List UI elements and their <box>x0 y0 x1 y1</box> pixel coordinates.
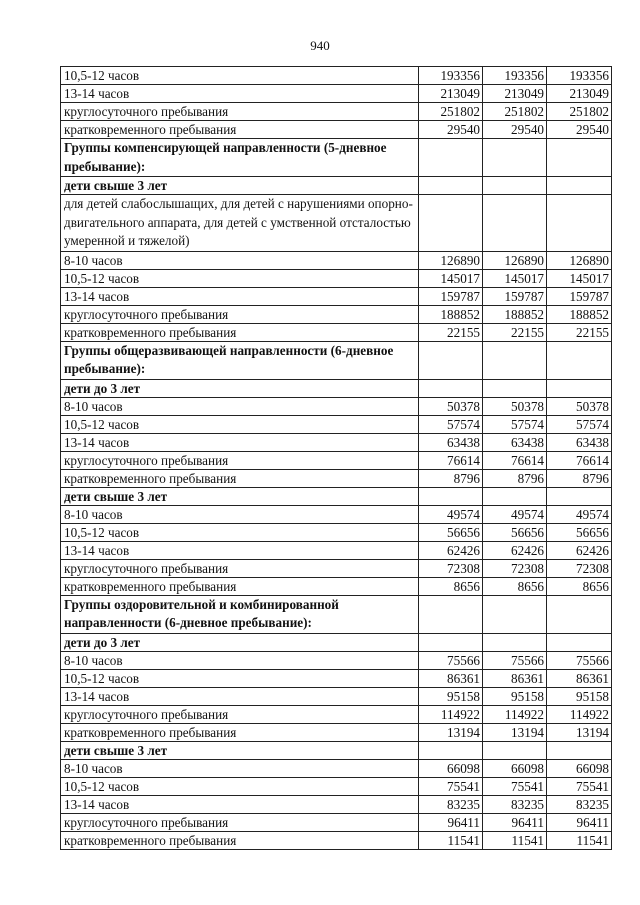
table-heading-row <box>61 595 612 633</box>
value-cell-2 <box>483 595 547 633</box>
row-label: дети до 3 лет <box>61 379 419 397</box>
value-cell-3: 126890 <box>547 251 612 269</box>
row-label: 13-14 часов <box>61 687 419 705</box>
row-label: 10,5-12 часов <box>61 523 419 541</box>
value-cell-2: 75566 <box>483 651 547 669</box>
value-cell-2: 29540 <box>483 121 547 139</box>
row-label: кратковременного пребывания <box>61 831 419 849</box>
row-label: круглосуточного пребывания <box>61 813 419 831</box>
value-cell-3 <box>547 139 612 177</box>
value-cell-2: 145017 <box>483 269 547 287</box>
table-row <box>61 723 612 741</box>
row-label: кратковременного пребывания <box>61 323 419 341</box>
row-label: дети свыше 3 лет <box>61 487 419 505</box>
row-label: 8-10 часов <box>61 505 419 523</box>
table-heading-row <box>61 487 612 505</box>
value-cell-2: 13194 <box>483 723 547 741</box>
value-cell-2: 126890 <box>483 251 547 269</box>
row-label: 13-14 часов <box>61 795 419 813</box>
row-label: Группы оздоровительной и комбинированной направленности (6-дневное пребывание): <box>61 595 419 633</box>
value-cell-3: 11541 <box>547 831 612 849</box>
row-label: 13-14 часов <box>61 541 419 559</box>
table-row <box>61 469 612 487</box>
row-label: 10,5-12 часов <box>61 269 419 287</box>
value-cell-3 <box>547 595 612 633</box>
value-cell-2: 62426 <box>483 541 547 559</box>
table-row <box>61 251 612 269</box>
value-cell-1 <box>419 487 483 505</box>
value-cell-2: 251802 <box>483 103 547 121</box>
value-cell-1: 72308 <box>419 559 483 577</box>
row-label: 13-14 часов <box>61 85 419 103</box>
value-cell-1: 75541 <box>419 777 483 795</box>
row-label: дети свыше 3 лет <box>61 177 419 195</box>
value-cell-1: 95158 <box>419 687 483 705</box>
value-cell-2: 193356 <box>483 67 547 85</box>
value-cell-1 <box>419 379 483 397</box>
value-cell-3: 29540 <box>547 121 612 139</box>
row-label: дети свыше 3 лет <box>61 741 419 759</box>
value-cell-1: 86361 <box>419 669 483 687</box>
value-cell-3: 95158 <box>547 687 612 705</box>
row-label: 13-14 часов <box>61 287 419 305</box>
value-cell-3 <box>547 633 612 651</box>
value-cell-2: 86361 <box>483 669 547 687</box>
value-cell-2: 8796 <box>483 469 547 487</box>
value-cell-3: 76614 <box>547 451 612 469</box>
value-cell-1: 75566 <box>419 651 483 669</box>
value-cell-1: 62426 <box>419 541 483 559</box>
table-row <box>61 415 612 433</box>
value-cell-2 <box>483 487 547 505</box>
row-label: кратковременного пребывания <box>61 723 419 741</box>
table-row <box>61 577 612 595</box>
value-cell-3: 114922 <box>547 705 612 723</box>
value-cell-2 <box>483 341 547 379</box>
value-cell-1: 83235 <box>419 795 483 813</box>
value-cell-1 <box>419 741 483 759</box>
value-cell-3: 188852 <box>547 305 612 323</box>
value-cell-3: 66098 <box>547 759 612 777</box>
value-cell-3 <box>547 379 612 397</box>
value-cell-2 <box>483 139 547 177</box>
value-cell-3: 8656 <box>547 577 612 595</box>
value-cell-3: 213049 <box>547 85 612 103</box>
value-cell-3: 75541 <box>547 777 612 795</box>
row-label: 10,5-12 часов <box>61 415 419 433</box>
table-row <box>61 121 612 139</box>
value-cell-2 <box>483 379 547 397</box>
table-row <box>61 813 612 831</box>
value-cell-3: 193356 <box>547 67 612 85</box>
value-cell-1: 57574 <box>419 415 483 433</box>
value-cell-3 <box>547 195 612 252</box>
table-row <box>61 451 612 469</box>
table-row <box>61 85 612 103</box>
table-row <box>61 687 612 705</box>
row-label: 13-14 часов <box>61 433 419 451</box>
tariff-table <box>60 66 612 850</box>
value-cell-2: 66098 <box>483 759 547 777</box>
value-cell-3 <box>547 741 612 759</box>
value-cell-3: 75566 <box>547 651 612 669</box>
value-cell-2: 114922 <box>483 705 547 723</box>
value-cell-3: 96411 <box>547 813 612 831</box>
value-cell-1 <box>419 177 483 195</box>
value-cell-3: 62426 <box>547 541 612 559</box>
value-cell-2: 57574 <box>483 415 547 433</box>
row-label: 8-10 часов <box>61 759 419 777</box>
value-cell-1: 114922 <box>419 705 483 723</box>
value-cell-2 <box>483 741 547 759</box>
value-cell-2: 56656 <box>483 523 547 541</box>
table-row <box>61 669 612 687</box>
value-cell-1: 13194 <box>419 723 483 741</box>
table-row <box>61 705 612 723</box>
value-cell-1: 193356 <box>419 67 483 85</box>
row-label: 10,5-12 часов <box>61 669 419 687</box>
row-label: 8-10 часов <box>61 651 419 669</box>
value-cell-1: 66098 <box>419 759 483 777</box>
value-cell-3: 22155 <box>547 323 612 341</box>
value-cell-3: 49574 <box>547 505 612 523</box>
value-cell-1: 63438 <box>419 433 483 451</box>
value-cell-1 <box>419 341 483 379</box>
value-cell-1: 76614 <box>419 451 483 469</box>
row-label: дети до 3 лет <box>61 633 419 651</box>
value-cell-3: 8796 <box>547 469 612 487</box>
table-row <box>61 269 612 287</box>
value-cell-3: 50378 <box>547 397 612 415</box>
value-cell-3: 86361 <box>547 669 612 687</box>
table-row <box>61 777 612 795</box>
row-label: круглосуточного пребывания <box>61 705 419 723</box>
value-cell-2: 96411 <box>483 813 547 831</box>
row-label: Группы общеразвивающей направленности (6-дневное пребывание): <box>61 341 419 379</box>
table-row <box>61 505 612 523</box>
table-heading-row <box>61 633 612 651</box>
value-cell-1: 188852 <box>419 305 483 323</box>
value-cell-3 <box>547 177 612 195</box>
value-cell-2 <box>483 633 547 651</box>
value-cell-1: 213049 <box>419 85 483 103</box>
value-cell-3: 57574 <box>547 415 612 433</box>
value-cell-1: 126890 <box>419 251 483 269</box>
value-cell-1: 8796 <box>419 469 483 487</box>
page-number: 940 <box>310 38 330 53</box>
value-cell-1 <box>419 195 483 252</box>
value-cell-2: 72308 <box>483 559 547 577</box>
value-cell-3: 145017 <box>547 269 612 287</box>
value-cell-1: 50378 <box>419 397 483 415</box>
value-cell-2: 50378 <box>483 397 547 415</box>
value-cell-2: 213049 <box>483 85 547 103</box>
table-heading-row <box>61 139 612 177</box>
value-cell-1: 22155 <box>419 323 483 341</box>
row-label: круглосуточного пребывания <box>61 305 419 323</box>
row-label: кратковременного пребывания <box>61 469 419 487</box>
value-cell-2: 8656 <box>483 577 547 595</box>
value-cell-2 <box>483 195 547 252</box>
table-row <box>61 523 612 541</box>
table-row <box>61 287 612 305</box>
row-label: 8-10 часов <box>61 397 419 415</box>
value-cell-3: 63438 <box>547 433 612 451</box>
table-row <box>61 651 612 669</box>
value-cell-1 <box>419 139 483 177</box>
table-row <box>61 795 612 813</box>
value-cell-2: 188852 <box>483 305 547 323</box>
table-row <box>61 541 612 559</box>
value-cell-2: 159787 <box>483 287 547 305</box>
row-label: Группы компенсирующей направленности (5-дневное пребывание): <box>61 139 419 177</box>
table-row <box>61 831 612 849</box>
value-cell-3: 56656 <box>547 523 612 541</box>
row-label: круглосуточного пребывания <box>61 103 419 121</box>
value-cell-3: 13194 <box>547 723 612 741</box>
table-row <box>61 433 612 451</box>
row-label: для детей слабослышащих, для детей с нарушениями опорно-двигательного аппарата, для детей с умственной отсталостью умеренной и тяжелой) <box>61 195 419 252</box>
row-label: круглосуточного пребывания <box>61 451 419 469</box>
row-label: кратковременного пребывания <box>61 577 419 595</box>
value-cell-2: 22155 <box>483 323 547 341</box>
table-heading-row <box>61 341 612 379</box>
value-cell-1: 8656 <box>419 577 483 595</box>
value-cell-2: 83235 <box>483 795 547 813</box>
value-cell-3: 72308 <box>547 559 612 577</box>
value-cell-2: 95158 <box>483 687 547 705</box>
value-cell-2: 75541 <box>483 777 547 795</box>
value-cell-1: 145017 <box>419 269 483 287</box>
value-cell-2: 76614 <box>483 451 547 469</box>
value-cell-1 <box>419 595 483 633</box>
table-row <box>61 103 612 121</box>
value-cell-1: 56656 <box>419 523 483 541</box>
table-row <box>61 323 612 341</box>
table-row <box>61 67 612 85</box>
row-label: 10,5-12 часов <box>61 777 419 795</box>
value-cell-1 <box>419 633 483 651</box>
value-cell-3: 83235 <box>547 795 612 813</box>
row-label: круглосуточного пребывания <box>61 559 419 577</box>
value-cell-2: 63438 <box>483 433 547 451</box>
table-row <box>61 397 612 415</box>
value-cell-1: 96411 <box>419 813 483 831</box>
value-cell-1: 11541 <box>419 831 483 849</box>
value-cell-3 <box>547 341 612 379</box>
value-cell-1: 49574 <box>419 505 483 523</box>
value-cell-3 <box>547 487 612 505</box>
row-label: 8-10 часов <box>61 251 419 269</box>
value-cell-3: 159787 <box>547 287 612 305</box>
table-row <box>61 559 612 577</box>
table-heading-row <box>61 177 612 195</box>
row-label: 10,5-12 часов <box>61 67 419 85</box>
row-label: кратковременного пребывания <box>61 121 419 139</box>
value-cell-1: 251802 <box>419 103 483 121</box>
value-cell-1: 29540 <box>419 121 483 139</box>
table-row <box>61 195 612 252</box>
table-heading-row <box>61 379 612 397</box>
table-row <box>61 759 612 777</box>
value-cell-2 <box>483 177 547 195</box>
value-cell-2: 11541 <box>483 831 547 849</box>
table-row <box>61 305 612 323</box>
table-body <box>61 67 612 850</box>
value-cell-2: 49574 <box>483 505 547 523</box>
value-cell-3: 251802 <box>547 103 612 121</box>
value-cell-1: 159787 <box>419 287 483 305</box>
table-heading-row <box>61 741 612 759</box>
